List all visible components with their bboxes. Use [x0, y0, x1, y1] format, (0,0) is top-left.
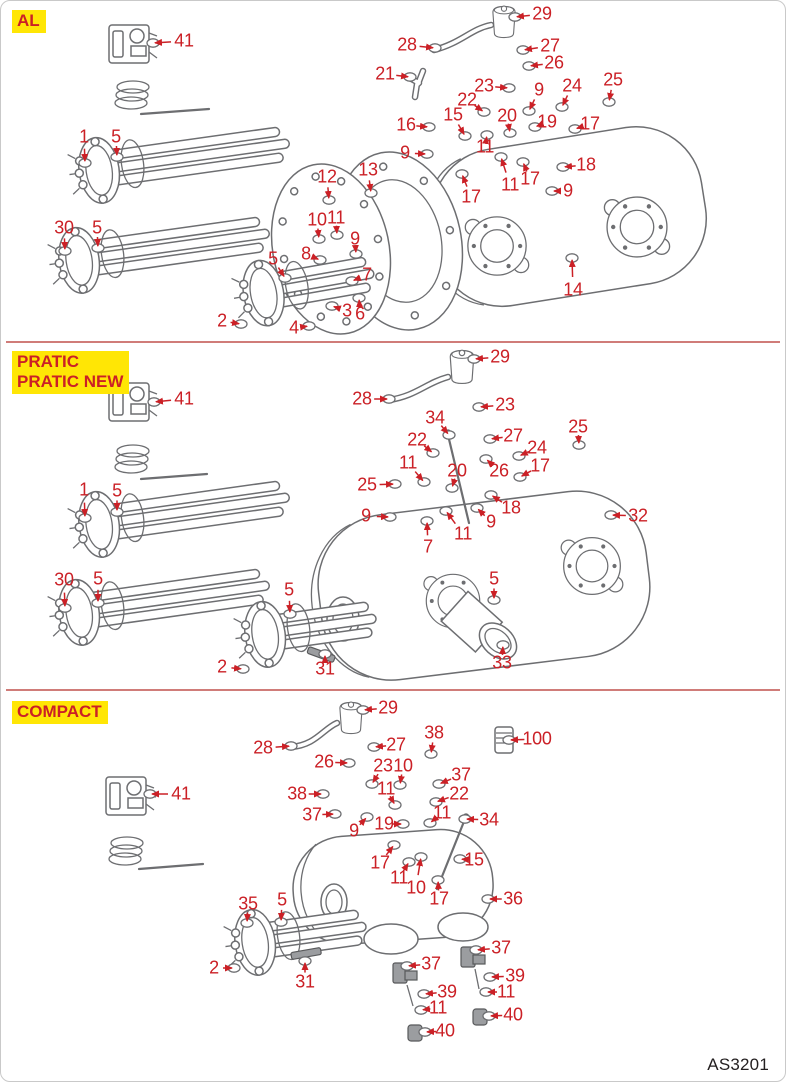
callout-9: 9: [350, 228, 360, 249]
callout-5: 5: [92, 217, 102, 238]
section-label-al: AL: [12, 10, 46, 33]
callout-2: 2: [217, 310, 227, 331]
callout-5: 5: [93, 568, 103, 589]
callout-37: 37: [451, 764, 471, 785]
callout-29: 29: [490, 346, 510, 367]
callout-11: 11: [496, 981, 516, 1002]
callout-15: 15: [464, 849, 484, 870]
drawing-number: AS3201: [707, 1055, 769, 1074]
callout-31: 31: [315, 658, 335, 679]
callout-9: 9: [361, 505, 371, 526]
callout-34: 34: [479, 809, 499, 830]
callout-23: 23: [373, 755, 393, 776]
callout-23: 23: [474, 75, 494, 96]
callout-9: 9: [349, 820, 359, 841]
callout-12: 12: [317, 166, 337, 187]
callout-19: 19: [537, 111, 557, 132]
callout-13: 13: [358, 159, 378, 180]
callout-4: 4: [289, 317, 299, 338]
callout-9: 9: [400, 142, 410, 163]
callout-18: 18: [576, 154, 596, 175]
callout-22: 22: [407, 429, 427, 450]
callout-34: 34: [425, 407, 445, 428]
callout-28: 28: [253, 737, 273, 758]
callout-2: 2: [209, 957, 219, 978]
callout-14: 14: [563, 279, 583, 300]
callout-17: 17: [580, 113, 600, 134]
callout-10: 10: [307, 209, 327, 230]
callout-24: 24: [562, 75, 582, 96]
section-label-compact: COMPACT: [12, 701, 108, 724]
callout-17: 17: [461, 186, 481, 207]
callout-37: 37: [302, 804, 322, 825]
callout-27: 27: [540, 35, 560, 56]
callout-23: 23: [495, 394, 515, 415]
callout-20: 20: [447, 460, 467, 481]
callout-39: 39: [437, 981, 457, 1002]
callout-28: 28: [397, 34, 417, 55]
callout-22: 22: [449, 783, 469, 804]
callout-25: 25: [568, 416, 588, 437]
callout-24: 24: [527, 437, 547, 458]
callout-28: 28: [352, 388, 372, 409]
callout-27: 27: [503, 425, 523, 446]
callout-30: 30: [54, 217, 74, 238]
callout-15: 15: [443, 104, 463, 125]
callout-26: 26: [314, 751, 334, 772]
label-overlay: [1, 1, 785, 1081]
callout-11: 11: [326, 207, 346, 228]
callout-38: 38: [424, 722, 444, 743]
callout-1: 1: [79, 126, 89, 147]
callout-5: 5: [112, 480, 122, 501]
callout-40: 40: [503, 1004, 523, 1025]
callout-35: 35: [238, 893, 258, 914]
callout-25: 25: [357, 474, 377, 495]
callout-10: 10: [393, 755, 413, 776]
callout-36: 36: [503, 888, 523, 909]
callout-40: 40: [435, 1020, 455, 1041]
callout-33: 33: [492, 652, 512, 673]
callout-29: 29: [378, 697, 398, 718]
callout-10: 10: [406, 877, 426, 898]
callout-41: 41: [174, 30, 194, 51]
callout-38: 38: [287, 783, 307, 804]
callout-2: 2: [217, 656, 227, 677]
callout-7: 7: [362, 264, 372, 285]
callout-31: 31: [295, 971, 315, 992]
callout-8: 8: [301, 243, 311, 264]
callout-32: 32: [628, 505, 648, 526]
callout-19: 19: [374, 813, 394, 834]
callout-26: 26: [489, 460, 509, 481]
callout-11: 11: [500, 174, 520, 195]
callout-7: 7: [423, 536, 433, 557]
callout-11: 11: [398, 452, 418, 473]
callout-41: 41: [171, 783, 191, 804]
callout-11: 11: [475, 136, 495, 157]
callout-5: 5: [489, 568, 499, 589]
callout-18: 18: [501, 497, 521, 518]
callout-17: 17: [530, 455, 550, 476]
callout-11: 11: [453, 523, 473, 544]
callout-11: 11: [432, 802, 452, 823]
callout-5: 5: [284, 579, 294, 600]
callout-11: 11: [376, 778, 396, 799]
callout-37: 37: [491, 937, 511, 958]
section-label-pratic: PRATIC PRATIC NEW: [12, 351, 129, 394]
callout-9: 9: [534, 79, 544, 100]
callout-5: 5: [268, 248, 278, 269]
callout-3: 3: [342, 300, 352, 321]
callout-20: 20: [497, 105, 517, 126]
callout-17: 17: [370, 852, 390, 873]
callout-21: 21: [375, 63, 395, 84]
callout-17: 17: [429, 888, 449, 909]
callout-1: 1: [79, 479, 89, 500]
callout-17: 17: [520, 168, 540, 189]
callout-39: 39: [505, 965, 525, 986]
callout-6: 6: [355, 303, 365, 324]
callout-37: 37: [421, 953, 441, 974]
callout-11: 11: [428, 997, 448, 1018]
callout-22: 22: [457, 89, 477, 110]
callout-100: 100: [522, 728, 552, 749]
callout-25: 25: [603, 69, 623, 90]
callout-5: 5: [277, 889, 287, 910]
callout-16: 16: [396, 114, 416, 135]
callout-41: 41: [174, 388, 194, 409]
callout-11: 11: [389, 867, 409, 888]
callout-9: 9: [563, 180, 573, 201]
callout-29: 29: [532, 3, 552, 24]
callout-30: 30: [54, 569, 74, 590]
callout-27: 27: [386, 734, 406, 755]
callout-5: 5: [111, 126, 121, 147]
callout-9: 9: [486, 511, 496, 532]
callout-26: 26: [544, 52, 564, 73]
